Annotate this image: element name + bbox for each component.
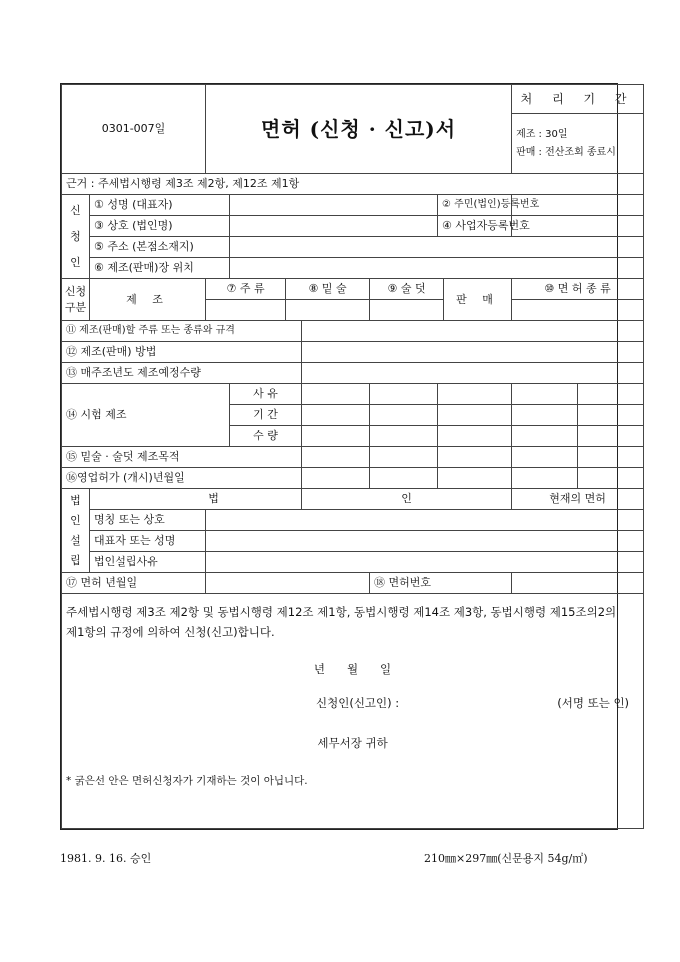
corp-rep-value[interactable] bbox=[206, 531, 644, 552]
test-cell[interactable] bbox=[512, 405, 578, 426]
applicant-signature-line bbox=[66, 696, 639, 712]
row-15-label: ⑮ 밑술 · 술덧 제조목적 bbox=[62, 447, 302, 468]
form-title: 면허 (신청 · 신고)서 bbox=[206, 85, 512, 174]
nuruk-label: ⑧ 밑 술 bbox=[286, 279, 370, 300]
processing-period-title: 처 리 기 간 bbox=[512, 85, 644, 114]
test-quantity-label: 수 량 bbox=[230, 426, 302, 447]
processing-period-detail bbox=[512, 114, 644, 174]
test-cell[interactable] bbox=[370, 405, 438, 426]
liquor-kind-value[interactable] bbox=[206, 300, 286, 321]
test-cell[interactable] bbox=[512, 384, 578, 405]
signature-label: (서명 또는 인) bbox=[557, 696, 630, 710]
address-value[interactable] bbox=[230, 237, 644, 258]
liquor-kind-label: ⑦ 주 류 bbox=[206, 279, 286, 300]
corporation-char-2: 인 bbox=[70, 513, 81, 527]
corporation-char-4: 립 bbox=[70, 553, 81, 567]
test-cell[interactable] bbox=[370, 384, 438, 405]
corporation-char-1: 법 bbox=[70, 493, 81, 507]
note: * 굵은선 안은 면허신청자가 기재하는 것이 아닙니다. bbox=[66, 775, 308, 787]
row-11-value[interactable] bbox=[302, 321, 644, 342]
name-label: ① 성명 (대표자) bbox=[90, 195, 230, 216]
recipient: 세무서장 귀하 bbox=[317, 736, 388, 750]
corp-reason-value[interactable] bbox=[206, 552, 644, 573]
row-16-cell[interactable] bbox=[578, 468, 644, 489]
trade-name-label: ③ 상호 (법인명) bbox=[90, 216, 230, 237]
row-15-cell[interactable] bbox=[438, 447, 512, 468]
license-number-value[interactable] bbox=[512, 573, 644, 594]
license-date-value[interactable] bbox=[206, 573, 370, 594]
category-label bbox=[62, 279, 90, 321]
row-12-label: ⑫ 제조(판매) 방법 bbox=[62, 342, 302, 363]
row-16-label: ⑯영업허가 (개시)년월일 bbox=[62, 468, 302, 489]
declaration-text: 주세법시행령 제3조 제2항 및 동법시행령 제12조 제1항, 동법시행령 제14조 제3항, 동법시행령 제15조의2의 제1항의 규정에 의하여 신청(신고)합니다. bbox=[66, 605, 617, 639]
resident-no-label: ② 주민(법인)등록번호 bbox=[438, 195, 512, 216]
test-cell[interactable] bbox=[370, 426, 438, 447]
row-15-cell[interactable] bbox=[302, 447, 370, 468]
row-16-cell[interactable] bbox=[370, 468, 438, 489]
test-cell[interactable] bbox=[578, 426, 644, 447]
test-cell[interactable] bbox=[438, 426, 512, 447]
paper-spec: 210㎜×297㎜(신문용지 54g/㎡) bbox=[424, 852, 588, 865]
corporation-header-1: 법 bbox=[90, 489, 302, 510]
license-date-label: ⑰ 면허 년월일 bbox=[62, 573, 206, 594]
license-application-form bbox=[60, 83, 635, 830]
row-15-cell[interactable] bbox=[512, 447, 578, 468]
row-13-label: ⑬ 매주조년도 제조예정수량 bbox=[62, 363, 302, 384]
corporation-header-2: 인 bbox=[302, 489, 512, 510]
row-16-cell[interactable] bbox=[302, 468, 370, 489]
corporation-char-3: 설 bbox=[70, 533, 81, 547]
declaration-block bbox=[62, 594, 644, 829]
document-number: 0301-007일 bbox=[62, 85, 206, 174]
trade-name-value[interactable] bbox=[230, 216, 438, 237]
test-cell[interactable] bbox=[438, 384, 512, 405]
test-cell[interactable] bbox=[302, 426, 370, 447]
address-label: ⑤ 주소 (본점소재지) bbox=[90, 237, 230, 258]
license-number-label: ⑱ 면허번호 bbox=[370, 573, 512, 594]
row-15-cell[interactable] bbox=[370, 447, 438, 468]
processing-sale: 판매 : 전산조회 종료시 bbox=[516, 146, 616, 158]
corp-name-label: 명칭 또는 상호 bbox=[90, 510, 206, 531]
test-cell[interactable] bbox=[302, 405, 370, 426]
row-16-cell[interactable] bbox=[512, 468, 578, 489]
row-13-value[interactable] bbox=[302, 363, 644, 384]
name-value[interactable] bbox=[230, 195, 438, 216]
category-label-line1: 신청 bbox=[64, 284, 87, 298]
test-cell[interactable] bbox=[512, 426, 578, 447]
sale-label: 판 매 bbox=[444, 279, 512, 321]
license-kind-label: ⑩ 면 허 종 류 bbox=[512, 279, 644, 300]
license-kind-value[interactable] bbox=[512, 300, 644, 321]
row-15-cell[interactable] bbox=[578, 447, 644, 468]
test-period-label: 기 간 bbox=[230, 405, 302, 426]
applicant-char-1: 신 bbox=[70, 203, 81, 217]
row-12-value[interactable] bbox=[302, 342, 644, 363]
corp-name-value[interactable] bbox=[206, 510, 644, 531]
row-16-cell[interactable] bbox=[438, 468, 512, 489]
sulit-label: ⑨ 술 덧 bbox=[370, 279, 444, 300]
category-label-line2: 구분 bbox=[64, 300, 87, 314]
applicant-char-3: 인 bbox=[70, 255, 81, 269]
corp-reason-label: 법인설립사유 bbox=[90, 552, 206, 573]
corp-rep-label: 대표자 또는 성명 bbox=[90, 531, 206, 552]
approval-date: 1981. 9. 16. 승인 bbox=[60, 852, 152, 865]
row-14-label: ⑭ 시험 제조 bbox=[62, 384, 230, 447]
test-cell[interactable] bbox=[578, 384, 644, 405]
applicant-label: 신청인(신고인) : bbox=[316, 696, 400, 710]
manufacture-label: 제 조 bbox=[90, 279, 206, 321]
form-table bbox=[61, 84, 644, 829]
legal-basis: 근거 : 주세법시행령 제3조 제2항, 제12조 제1항 bbox=[62, 174, 644, 195]
test-cell[interactable] bbox=[302, 384, 370, 405]
sulit-value[interactable] bbox=[370, 300, 444, 321]
biz-reg-no-label: ④ 사업자등록번호 bbox=[438, 216, 512, 237]
test-cell[interactable] bbox=[438, 405, 512, 426]
nuruk-value[interactable] bbox=[286, 300, 370, 321]
test-reason-label: 사 유 bbox=[230, 384, 302, 405]
processing-manufacture: 제조 : 30일 bbox=[516, 128, 568, 140]
applicant-char-2: 청 bbox=[70, 229, 81, 243]
biz-reg-no-value[interactable] bbox=[512, 216, 644, 237]
applicant-group-label bbox=[62, 195, 90, 279]
test-cell[interactable] bbox=[578, 405, 644, 426]
corporation-group-label bbox=[62, 489, 90, 573]
row-11-label: ⑪ 제조(판매)할 주류 또는 종류와 규격 bbox=[62, 321, 302, 342]
factory-location-label: ⑥ 제조(판매)장 위치 bbox=[90, 258, 230, 279]
current-license-header: 현재의 면허 bbox=[512, 489, 644, 510]
factory-location-value[interactable] bbox=[230, 258, 644, 279]
declaration-date: 년 월 일 bbox=[313, 662, 392, 676]
